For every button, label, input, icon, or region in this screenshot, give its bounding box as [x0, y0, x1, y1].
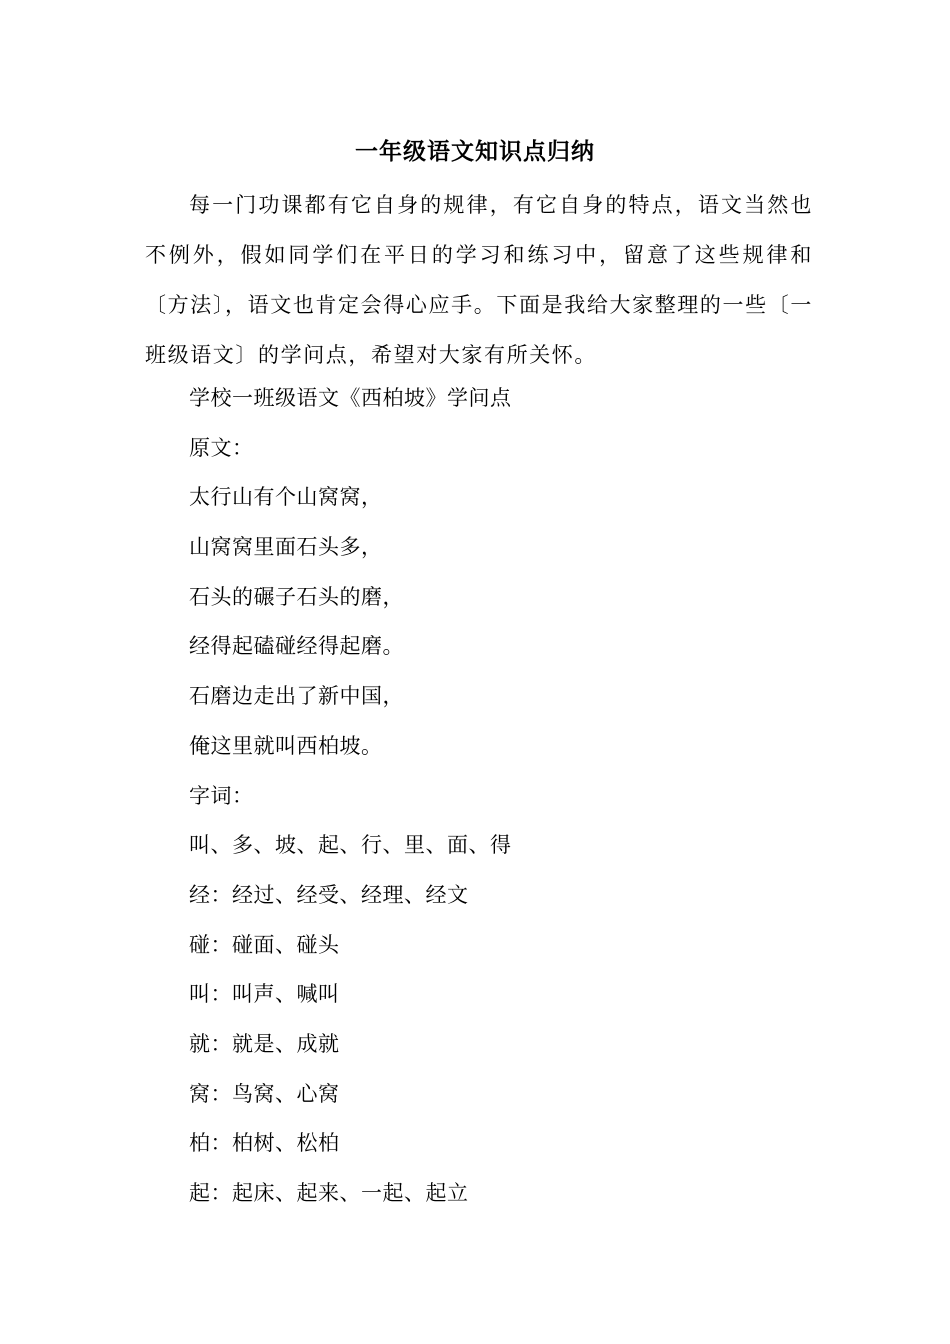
poem-line: 石磨边走出了新中国，	[189, 684, 404, 709]
section-label-original-text: 原文：	[189, 435, 254, 460]
vocabulary-characters: 叫、多、坡、起、行、里、面、得	[189, 833, 512, 858]
poem-line: 石头的碾子石头的磨，	[189, 584, 404, 609]
lesson-heading: 学校一班级语文《西柏坡》学问点	[189, 386, 512, 410]
poem-line: 俺这里就叫西柏坡。	[189, 733, 383, 758]
vocabulary-entry: 柏：柏树、松柏	[189, 1131, 340, 1156]
poem-line: 山窝窝里面石头多，	[189, 535, 383, 560]
vocabulary-entry: 窝：鸟窝、心窝	[189, 1081, 340, 1106]
vocabulary-entry: 起：起床、起来、一起、起立	[189, 1181, 469, 1205]
content-lines	[189, 374, 809, 1219]
vocabulary-entry: 经：经过、经受、经理、经文	[189, 882, 469, 907]
vocabulary-entry: 就：就是、成就	[189, 1031, 340, 1056]
section-label-vocabulary: 字词：	[189, 783, 254, 808]
poem-line: 经得起磕碰经得起磨。	[189, 634, 404, 659]
poem-line: 太行山有个山窝窝，	[189, 485, 383, 510]
vocabulary-entry: 碰：碰面、碰头	[189, 932, 340, 957]
vocabulary-entry: 叫：叫声、喊叫	[189, 982, 340, 1007]
intro-paragraph: 每一门功课都有它自身的规律，有它自身的特点，语文当然也不例外，假如同学们在平日的学习和练习中，留意了这些规律和〔方法〕，语文也肯定会得心应手。下面是我给大家整理的一些〔一班级语文〕的学问点，希望对大家有所关怀。	[145, 193, 813, 367]
document-title: 一年级语文知识点归纳	[355, 138, 595, 165]
